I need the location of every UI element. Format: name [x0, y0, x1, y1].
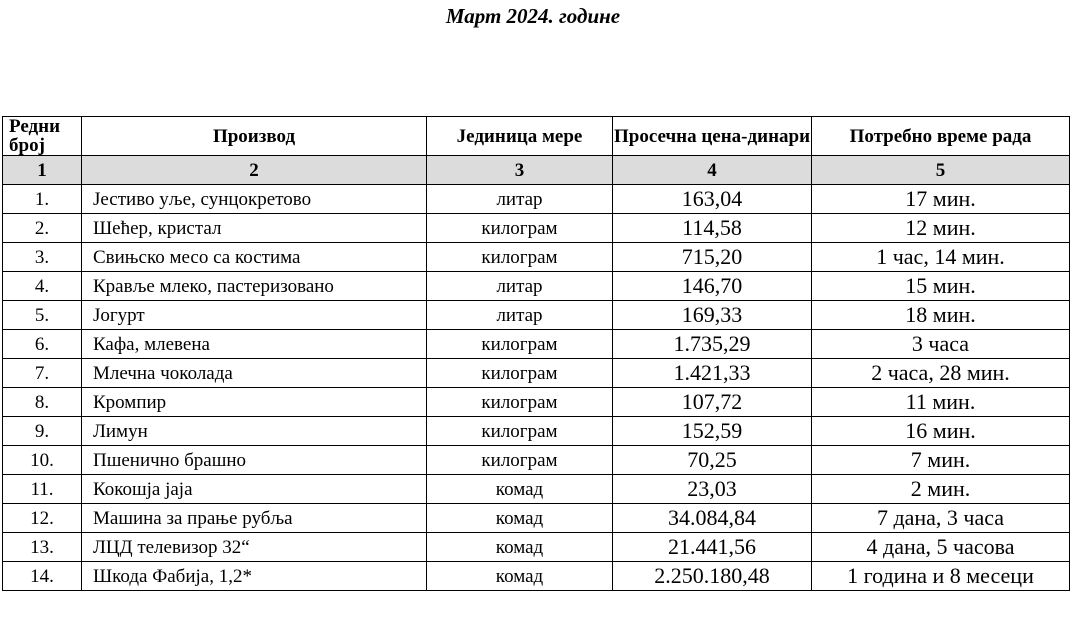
table-row	[3, 417, 1070, 446]
cell-no: 7.	[3, 359, 82, 388]
cell-price: 152,59	[613, 417, 812, 446]
cell-time: 7 дана, 3 часа	[812, 504, 1070, 533]
cell-no: 11.	[3, 475, 82, 504]
cell-unit: комад	[427, 562, 613, 591]
cell-time: 1 година и 8 месеци	[812, 562, 1070, 591]
header-price: Просечна цена-динари	[613, 117, 812, 156]
cell-no: 13.	[3, 533, 82, 562]
cell-product: Кафа, млевена	[82, 330, 427, 359]
cell-no: 12.	[3, 504, 82, 533]
table-row	[3, 475, 1070, 504]
cell-price: 163,04	[613, 185, 812, 214]
cell-unit: комад	[427, 475, 613, 504]
cell-price: 146,70	[613, 272, 812, 301]
cell-price: 114,58	[613, 214, 812, 243]
header-no: Редни број	[3, 117, 82, 156]
cell-unit: литар	[427, 185, 613, 214]
header-unit: Јединица мере	[427, 117, 613, 156]
table-row	[3, 446, 1070, 475]
cell-unit: килограм	[427, 388, 613, 417]
cell-product: Кромпир	[82, 388, 427, 417]
cell-no: 1.	[3, 185, 82, 214]
cell-time: 1 час, 14 мин.	[812, 243, 1070, 272]
cell-unit: килограм	[427, 243, 613, 272]
cell-unit: килограм	[427, 359, 613, 388]
header-time: Потребно време рада	[812, 117, 1070, 156]
cell-product: ЛЦД телевизор 32“	[82, 533, 427, 562]
cell-product: Свињско месо са костима	[82, 243, 427, 272]
table-row	[3, 330, 1070, 359]
cell-time: 2 мин.	[812, 475, 1070, 504]
cell-no: 5.	[3, 301, 82, 330]
price-table	[2, 116, 1070, 591]
cell-product: Крављe млеко, пастеризовано	[82, 272, 427, 301]
cell-no: 4.	[3, 272, 82, 301]
cell-product: Шећер, кристал	[82, 214, 427, 243]
cell-time: 17 мин.	[812, 185, 1070, 214]
table-body	[3, 185, 1070, 591]
cell-time: 7 мин.	[812, 446, 1070, 475]
cell-unit: килограм	[427, 214, 613, 243]
table-row	[3, 272, 1070, 301]
cell-price: 2.250.180,48	[613, 562, 812, 591]
cell-product: Јогурт	[82, 301, 427, 330]
column-number-row	[3, 156, 1070, 185]
table-row	[3, 185, 1070, 214]
cell-unit: килограм	[427, 330, 613, 359]
table-row	[3, 301, 1070, 330]
table-row	[3, 359, 1070, 388]
cell-unit: комад	[427, 533, 613, 562]
cell-price: 70,25	[613, 446, 812, 475]
cell-price: 1.421,33	[613, 359, 812, 388]
cell-time: 2 часа, 28 мин.	[812, 359, 1070, 388]
cell-no: 14.	[3, 562, 82, 591]
cell-unit: комад	[427, 504, 613, 533]
cell-time: 4 дана, 5 часова	[812, 533, 1070, 562]
cell-unit: литар	[427, 272, 613, 301]
cell-product: Лимун	[82, 417, 427, 446]
cell-unit: килограм	[427, 417, 613, 446]
cell-price: 169,33	[613, 301, 812, 330]
column-number: 4	[613, 156, 812, 185]
cell-no: 6.	[3, 330, 82, 359]
column-number: 3	[427, 156, 613, 185]
cell-unit: литар	[427, 301, 613, 330]
table-row	[3, 243, 1070, 272]
header-row	[3, 117, 1070, 156]
table-row	[3, 388, 1070, 417]
cell-product: Пшенично брашно	[82, 446, 427, 475]
column-number: 2	[82, 156, 427, 185]
cell-time: 16 мин.	[812, 417, 1070, 446]
table-row	[3, 214, 1070, 243]
table-row	[3, 504, 1070, 533]
cell-product: Млечна чоколада	[82, 359, 427, 388]
cell-no: 8.	[3, 388, 82, 417]
cell-product: Машина за прање рубља	[82, 504, 427, 533]
cell-time: 18 мин.	[812, 301, 1070, 330]
cell-price: 23,03	[613, 475, 812, 504]
table-row	[3, 533, 1070, 562]
cell-unit: килограм	[427, 446, 613, 475]
cell-price: 21.441,56	[613, 533, 812, 562]
cell-no: 10.	[3, 446, 82, 475]
cell-time: 3 часа	[812, 330, 1070, 359]
page-title: Март 2024. године	[445, 4, 621, 28]
column-number: 5	[812, 156, 1070, 185]
cell-price: 107,72	[613, 388, 812, 417]
cell-price: 1.735,29	[613, 330, 812, 359]
table-row	[3, 562, 1070, 591]
header-product: Производ	[82, 117, 427, 156]
cell-no: 9.	[3, 417, 82, 446]
column-number: 1	[3, 156, 82, 185]
cell-product: Кокошја јаја	[82, 475, 427, 504]
cell-price: 715,20	[613, 243, 812, 272]
cell-price: 34.084,84	[613, 504, 812, 533]
cell-no: 2.	[3, 214, 82, 243]
cell-no: 3.	[3, 243, 82, 272]
cell-product: Шкода Фабија, 1,2*	[82, 562, 427, 591]
cell-time: 15 мин.	[812, 272, 1070, 301]
cell-product: Јестиво уље, сунцокретово	[82, 185, 427, 214]
cell-time: 12 мин.	[812, 214, 1070, 243]
cell-time: 11 мин.	[812, 388, 1070, 417]
